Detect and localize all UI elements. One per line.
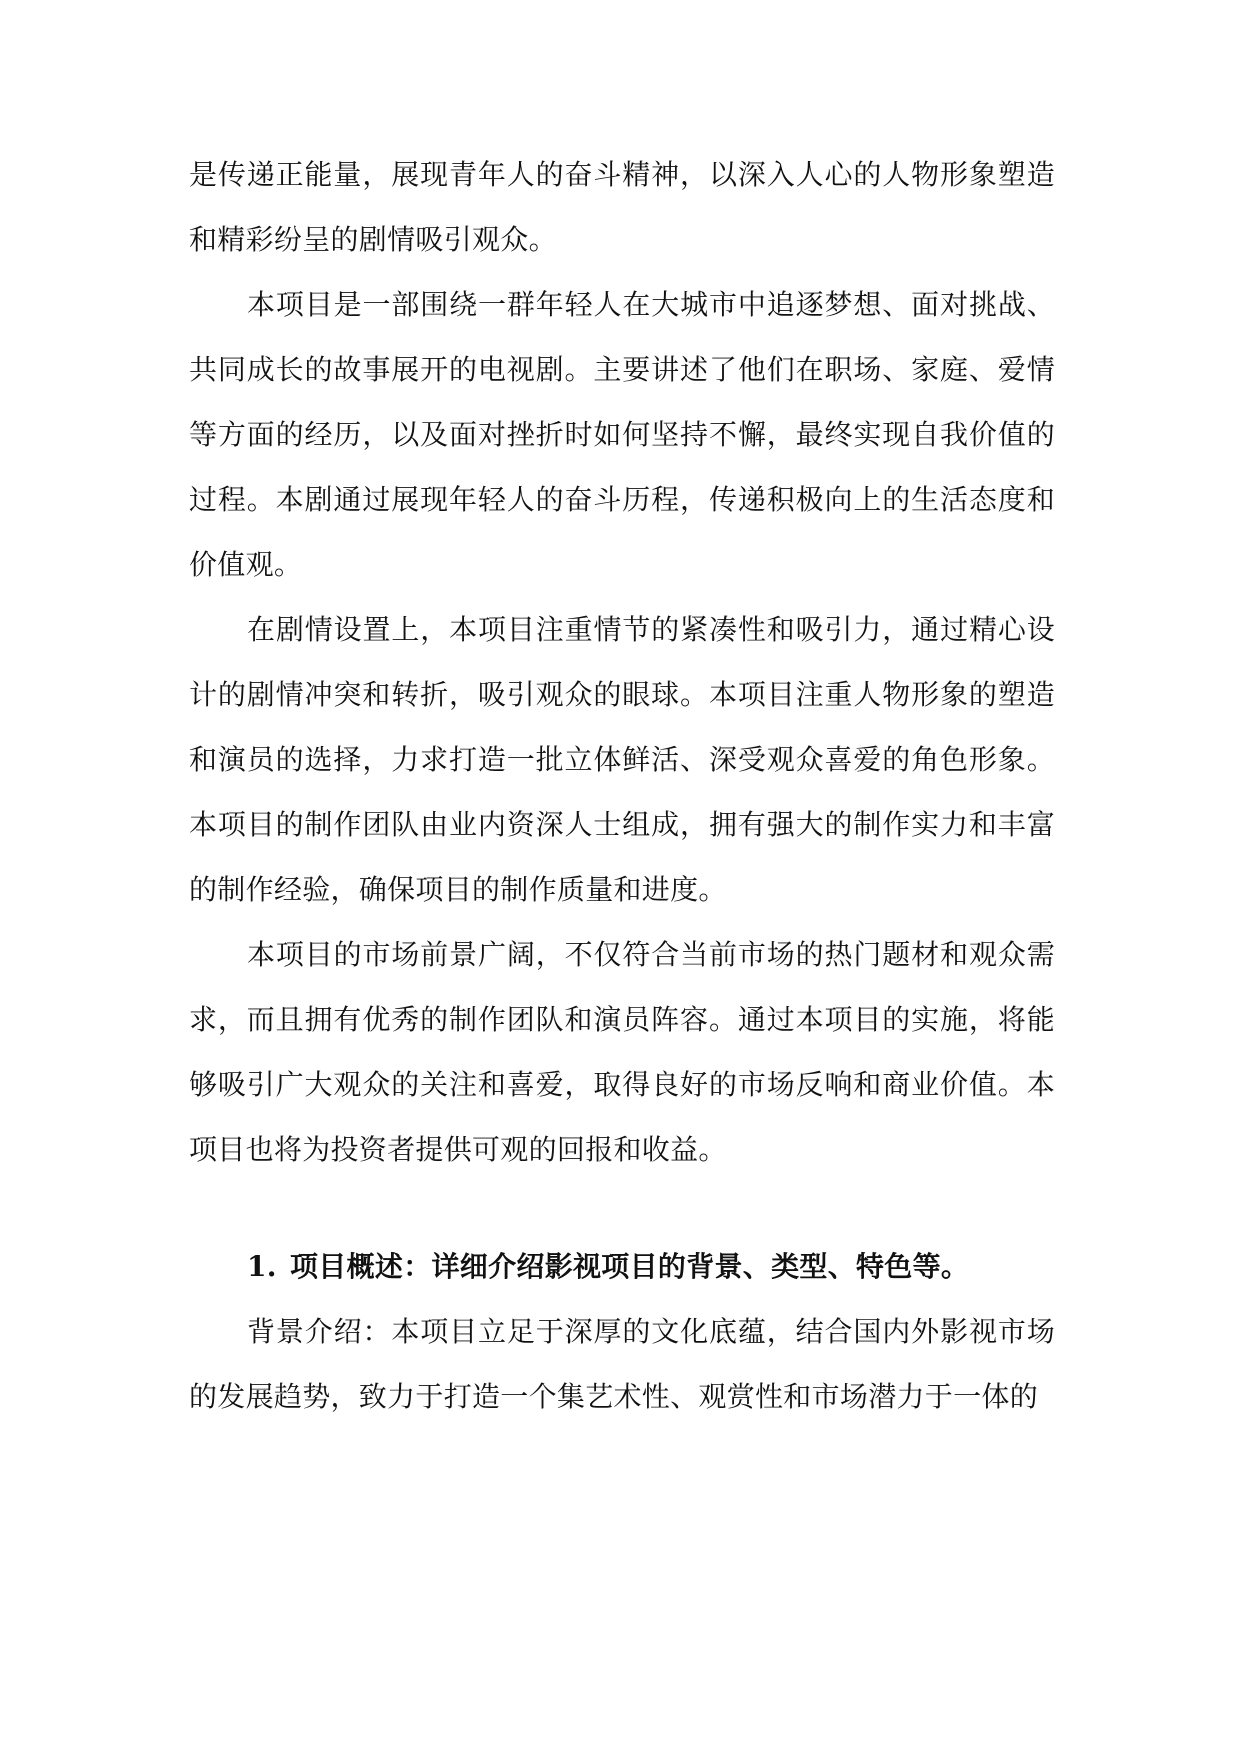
paragraph-2: 本项目是一部围绕一群年轻人在大城市中追逐梦想、面对挑战、共同成长的故事展开的电视剧。主要讲述了他们在职场、家庭、爱情等方面的经历，以及面对挫折时如何坚持不懈，最终实现自我价值的过程。本剧通过展现年轻人的奋斗历程，传递积极向上的生活态度和价值观。 — [189, 288, 1055, 581]
document-body — [189, 142, 1055, 1429]
section-heading — [189, 1234, 1055, 1299]
paragraph-5: 背景介绍：本项目立足于深厚的文化底蕴，结合国内外影视市场的发展趋势，致力于打造一个集艺术性、观赏性和市场潜力于一体的 — [189, 1315, 1055, 1413]
paragraph-4: 本项目的市场前景广阔，不仅符合当前市场的热门题材和观众需求，而且拥有优秀的制作团队和演员阵容。通过本项目的实施，将能够吸引广大观众的关注和喜爱，取得良好的市场反响和商业价值。本项目也将为投资者提供可观的回报和收益。 — [189, 938, 1055, 1166]
section-heading-text: 项目概述：详细介绍影视项目的背景、类型、特色等。 — [290, 1250, 970, 1283]
section-heading-number: 1. — [247, 1250, 277, 1283]
paragraph-1: 是传递正能量，展现青年人的奋斗精神，以深入人心的人物形象塑造和精彩纷呈的剧情吸引观众。 — [189, 158, 1055, 256]
paragraph-3: 在剧情设置上，本项目注重情节的紧凑性和吸引力，通过精心设计的剧情冲突和转折，吸引观众的眼球。本项目注重人物形象的塑造和演员的选择，力求打造一批立体鲜活、深受观众喜爱的角色形象。本项目的制作团队由业内资深人士组成，拥有强大的制作实力和丰富的制作经验，确保项目的制作质量和进度。 — [189, 613, 1055, 906]
